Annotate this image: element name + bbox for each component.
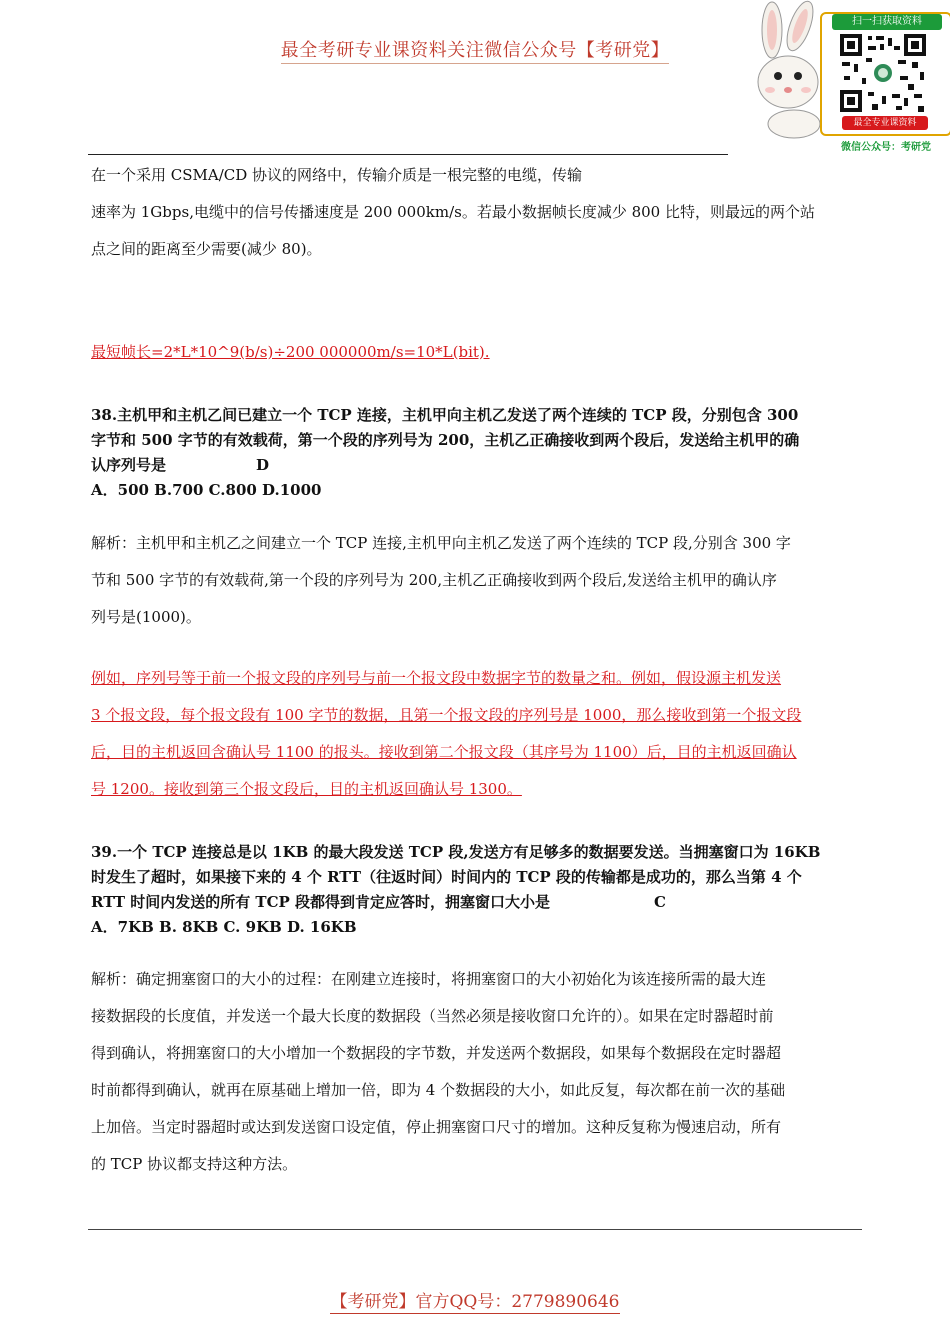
q39-analysis <box>91 961 861 1183</box>
q38-example-line1: 例如，序列号等于前一个报文段的序列号与前一个报文段中数据字节的数量之和。例如，假设源主机发送 <box>91 669 782 687</box>
q38-example-line2: 3 个报文段，每个报文段有 100 字节的数据，且第一个报文段的序列号是 1000，那么接收到第一个报文段 <box>91 706 802 724</box>
q37-line1: 在一个采用 CSMA/CD 协议的网络中，传输介质是一根完整的电缆，传输 <box>91 166 583 184</box>
qr-caption: 微信公众号：考研党 <box>841 142 931 153</box>
qr-banner-top: 扫一扫获取资料 <box>832 14 942 30</box>
q39-analysis-line2: 接数据段的长度值，并发送一个最大长度的数据段（当然必须是接收窗口允许的）。如果在定时器超时前 <box>91 1007 774 1025</box>
q38-analysis-line3: 列号是(1000)。 <box>91 608 201 626</box>
q38-example <box>91 660 861 808</box>
q39-analysis-line6: 的 TCP 协议都支持这种方法。 <box>91 1155 298 1173</box>
q37-line2: 速率为 1Gbps,电缆中的信号传播速度是 200 000km/s。若最小数据帧长度减少 800 比特，则最远的两个站 <box>91 203 815 221</box>
header-title: 最全考研专业课资料关注微信公众号【考研党】 <box>0 36 950 62</box>
q37-formula: 最短帧长=2*L*10^9(b/s)÷200 000000m/s=10*L(bit). <box>91 343 490 361</box>
q38-stem <box>91 403 861 503</box>
q39-stem-line3: RTT 时间内发送的所有 TCP 段都得到肯定应答时，拥塞窗口大小是 C <box>91 893 666 911</box>
q38-answer: D <box>256 456 270 474</box>
q38-example-line4: 号 1200。接收到第三个报文段后，目的主机返回确认号 1300。 <box>91 780 522 798</box>
q39-options: A．7KB B. 8KB C. 9KB D. 16KB <box>91 918 357 936</box>
q39-answer: C <box>654 893 666 911</box>
q38-stem-line3: 认序列号是 D <box>91 456 270 474</box>
q37-text <box>91 157 861 268</box>
qr-code-icon <box>838 32 928 114</box>
q37-line3: 点之间的距离至少需要(减少 80)。 <box>91 240 322 258</box>
q38-options: A．500 B.700 C.800 D.1000 <box>91 481 322 499</box>
q38-stem-line1: 38.主机甲和主机乙间已建立一个 TCP 连接，主机甲向主机乙发送了两个连续的 TCP 段，分别包含 300 <box>91 406 799 424</box>
q38-example-line3: 后，目的主机返回含确认号 1100 的报头。接收到第二个报文段（其序号为 1100）后，目的主机返回确认 <box>91 743 797 761</box>
q38-analysis-line2: 节和 500 字节的有效载荷,第一个段的序列号为 200,主机乙正确接收到两个段后,发送给主机甲的确认序 <box>91 571 777 589</box>
q39-analysis-line3: 得到确认，将拥塞窗口的大小增加一个数据段的字节数，并发送两个数据段，如果每个数据段在定时器超 <box>91 1044 782 1062</box>
footer-text: 【考研党】官方QQ号：2779890646 <box>330 1292 620 1312</box>
q39-analysis-line5: 上加倍。当定时器超时或达到发送窗口设定值，停止拥塞窗口尺寸的增加。这种反复称为慢速启动，所有 <box>91 1118 782 1136</box>
footer-divider <box>88 1229 862 1230</box>
q38-analysis <box>91 525 861 636</box>
q39-analysis-line4: 时前都得到确认，就再在原基础上增加一倍，即为 4 个数据段的大小，如此反复，每次都在前一次的基础 <box>91 1081 786 1099</box>
q39-stem-line1: 39.一个 TCP 连接总是以 1KB 的最大段发送 TCP 段,发送方有足够多的数据要发送。当拥塞窗口为 16KB <box>91 843 821 861</box>
rabbit-mascot-icon <box>742 0 830 140</box>
header-divider <box>88 154 728 155</box>
q39-stem <box>91 840 861 940</box>
q38-stem-line2: 字节和 500 字节的有效载荷，第一个段的序列号为 200，主机乙正确接收到两个段后，发送给主机甲的确 <box>91 431 800 449</box>
q39-analysis-line1: 解析：确定拥塞窗口的大小的过程：在刚建立连接时，将拥塞窗口的大小初始化为该连接所需的最大连 <box>91 970 767 988</box>
q39-stem-line2: 时发生了超时，如果接下来的 4 个 RTT（往返时间）时间内的 TCP 段的传输都是成功的，那么当第 4 个 <box>91 868 802 886</box>
q38-analysis-line1: 解析：主机甲和主机乙之间建立一个 TCP 连接,主机甲向主机乙发送了两个连续的 TCP 段,分别含 300 字 <box>91 534 791 552</box>
qr-banner-bottom: 最全专业课资料 <box>842 116 928 130</box>
